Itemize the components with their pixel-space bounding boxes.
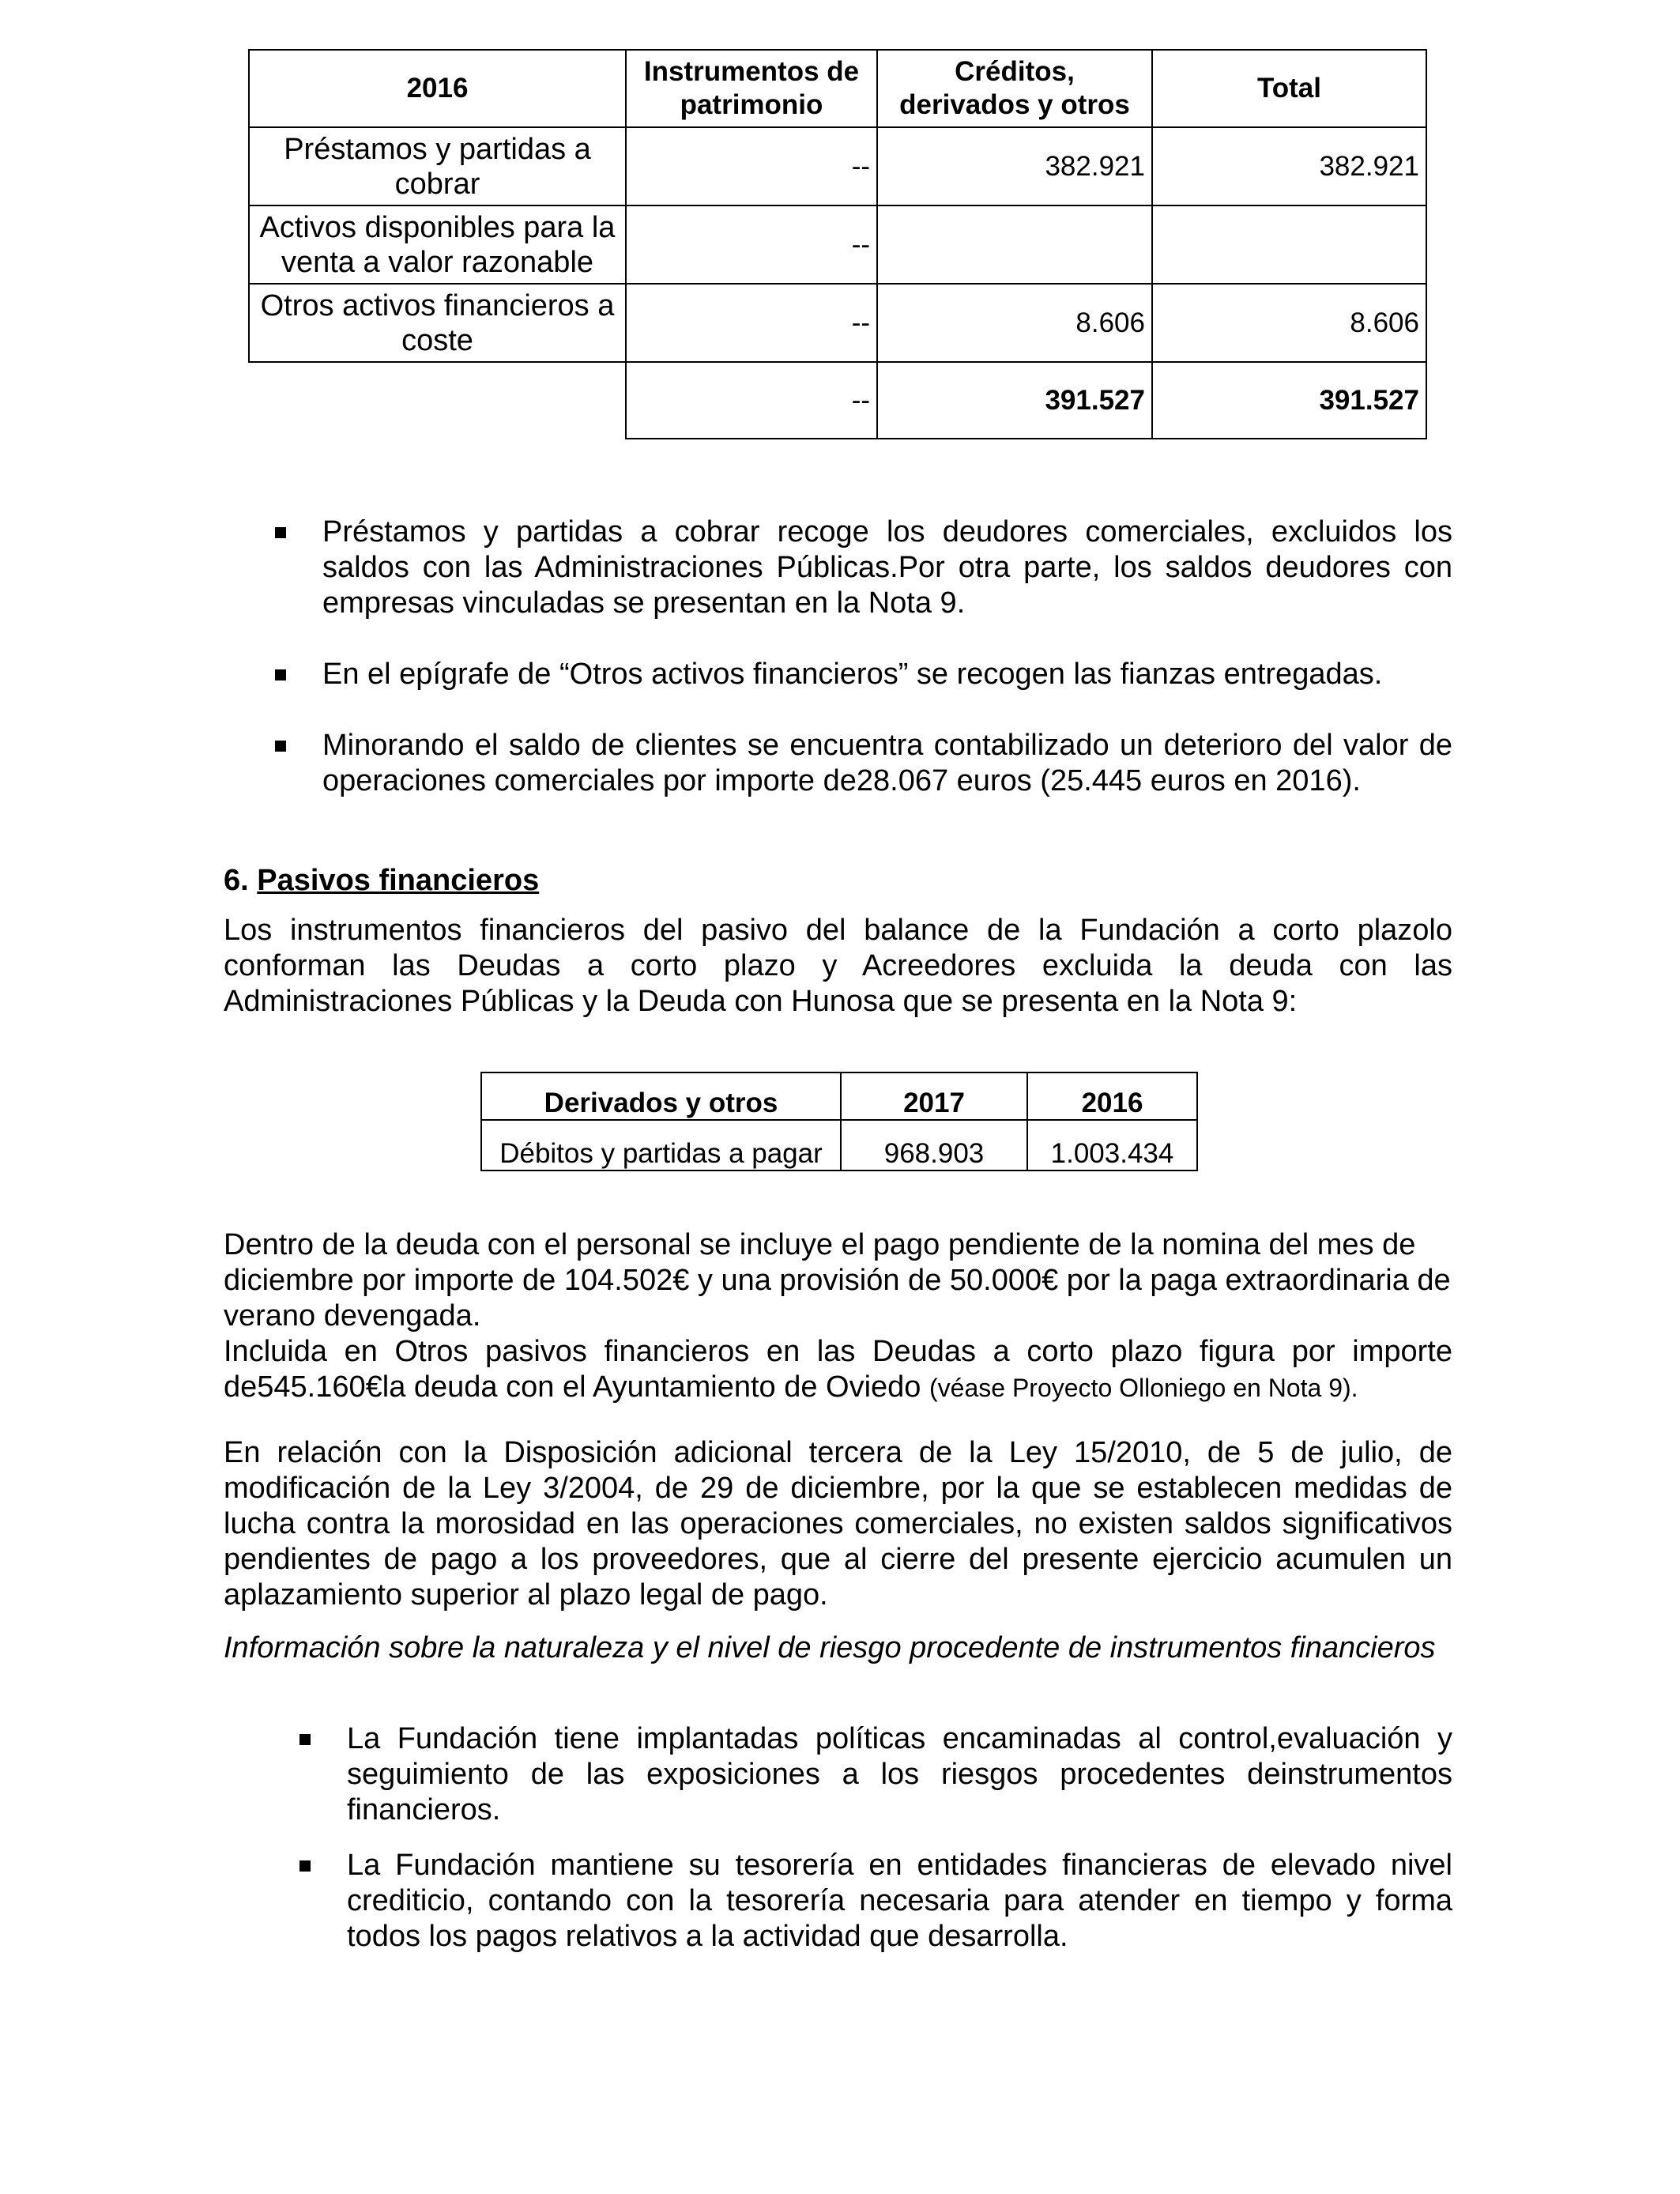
square-bullet-icon — [275, 741, 286, 752]
total-total: 391.527 — [1152, 362, 1426, 439]
list-item — [347, 1721, 1452, 1828]
late-payment-paragraph: En relación con la Disposición adicional tercera de la Ley 15/2010, de 5 de julio, de modificación de la Ley 3/2004, de 29 de diciembre, por la que se establecen medidas de lucha contra la morosidad en las operaciones comerciales, no existen saldos significativos pendientes de pago a los proveedores, que al cierre del presente ejercicio acumulen un aplazamiento superior al plazo legal de pago. — [224, 1436, 1452, 1612]
cell-2016: 1.003.434 — [1027, 1120, 1197, 1171]
list-item-text: La Fundación mantiene su tesorería en entidades financieras de elevado nivel crediticio, contando con la tesorería necesaria para atender en tiempo y forma todos los pagos relativos a la actividad que desarrolla. — [347, 1849, 1452, 1953]
cell-creditos: 8.606 — [877, 284, 1152, 362]
list-item-text: Préstamos y partidas a cobrar recoge los deudores comerciales, excluidos los saldos con las Administraciones Públicas.Por otra parte, los saldos deudores con empresas vinculadas se presentan en la Nota 9. — [322, 515, 1452, 620]
cell-total: 382.921 — [1152, 127, 1426, 205]
list-item-text: Minorando el saldo de clientes se encuentra contabilizado un deterioro del valor de operaciones comerciales por importe de28.067 euros (25.445 euros en 2016). — [322, 729, 1452, 797]
cell-instrumentos: -- — [626, 127, 877, 205]
section-number: 6. — [224, 864, 249, 897]
header-instrumentos: Instrumentos de patrimonio — [626, 50, 877, 127]
risk-notes-list — [347, 1721, 1452, 1955]
cell-total — [1152, 205, 1426, 284]
totals-row — [249, 362, 1426, 439]
row-label: Préstamos y partidas a cobrar — [249, 127, 626, 205]
oviedo-debt-text: Incluida en Otros pasivos financieros en las Deudas a corto plazo figura por importe de545.160€la deuda con el Ayuntamiento de Oviedo — [224, 1335, 1452, 1404]
oviedo-debt-note: (véase Proyecto Olloniego en Nota 9). — [929, 1374, 1358, 1402]
cell-total: 8.606 — [1152, 284, 1426, 362]
list-item — [347, 1848, 1452, 1955]
section-heading — [224, 863, 539, 899]
row-label: Débitos y partidas a pagar — [481, 1120, 841, 1171]
table-row — [249, 205, 1426, 284]
financial-liabilities-table — [480, 1072, 1198, 1171]
row-label: Otros activos financieros a coste — [249, 284, 626, 362]
cell-instrumentos: -- — [626, 205, 877, 284]
list-item-text: La Fundación tiene implantadas políticas encaminadas al control,evaluación y seguimiento de las exposiciones a los riesgos procedentes deinstrumentos financieros. — [347, 1722, 1452, 1826]
square-bullet-icon — [299, 1860, 311, 1872]
oviedo-debt-paragraph — [224, 1334, 1452, 1406]
total-creditos: 391.527 — [877, 362, 1152, 439]
section-intro: Los instrumentos financieros del pasivo del balance de la Fundación a corto plazolo conforman las Deudas a corto plazo y Acreedores excluida la deuda con las Administraciones Públicas y la Deuda con Hunosa que se presenta en la Nota 9: — [224, 914, 1452, 1018]
square-bullet-icon — [275, 669, 286, 680]
table-row — [249, 127, 1426, 205]
assets-notes-list — [322, 515, 1452, 799]
square-bullet-icon — [299, 1734, 311, 1745]
cell-instrumentos: -- — [626, 284, 877, 362]
financial-assets-table — [248, 49, 1427, 439]
header-year: 2016 — [249, 50, 626, 127]
list-item-text: En el epígrafe de “Otros activos financieros” se recogen las fianzas entregadas. — [322, 658, 1383, 691]
risk-info-title: Información sobre la naturaleza y el nivel de riesgo procedente de instrumentos financieros — [224, 1631, 1436, 1664]
table-header-row — [249, 50, 1426, 127]
section-title: Pasivos financieros — [257, 864, 540, 897]
header-total: Total — [1152, 50, 1426, 127]
cell-creditos — [877, 205, 1152, 284]
header-2016: 2016 — [1027, 1072, 1197, 1120]
totals-empty-cell — [249, 362, 626, 439]
list-item — [322, 728, 1452, 799]
cell-creditos: 382.921 — [877, 127, 1152, 205]
personnel-debt-paragraph: Dentro de la deuda con el personal se incluye el pago pendiente de la nomina del mes de diciembre por importe de 104.502€ y una provisión de 50.000€ por la paga extraordinaria de verano devengada. — [224, 1228, 1451, 1333]
square-bullet-icon — [275, 527, 286, 538]
header-creditos: Créditos, derivados y otros — [877, 50, 1152, 127]
table-row — [481, 1120, 1197, 1171]
table-row — [249, 284, 1426, 362]
list-item — [322, 515, 1452, 621]
row-label: Activos disponibles para la venta a valor razonable — [249, 205, 626, 284]
cell-2017: 968.903 — [841, 1120, 1027, 1171]
list-item — [322, 657, 1452, 692]
table-header-row — [481, 1072, 1197, 1120]
header-derivados: Derivados y otros — [481, 1072, 841, 1120]
header-2017: 2017 — [841, 1072, 1027, 1120]
total-instrumentos: -- — [626, 362, 877, 439]
